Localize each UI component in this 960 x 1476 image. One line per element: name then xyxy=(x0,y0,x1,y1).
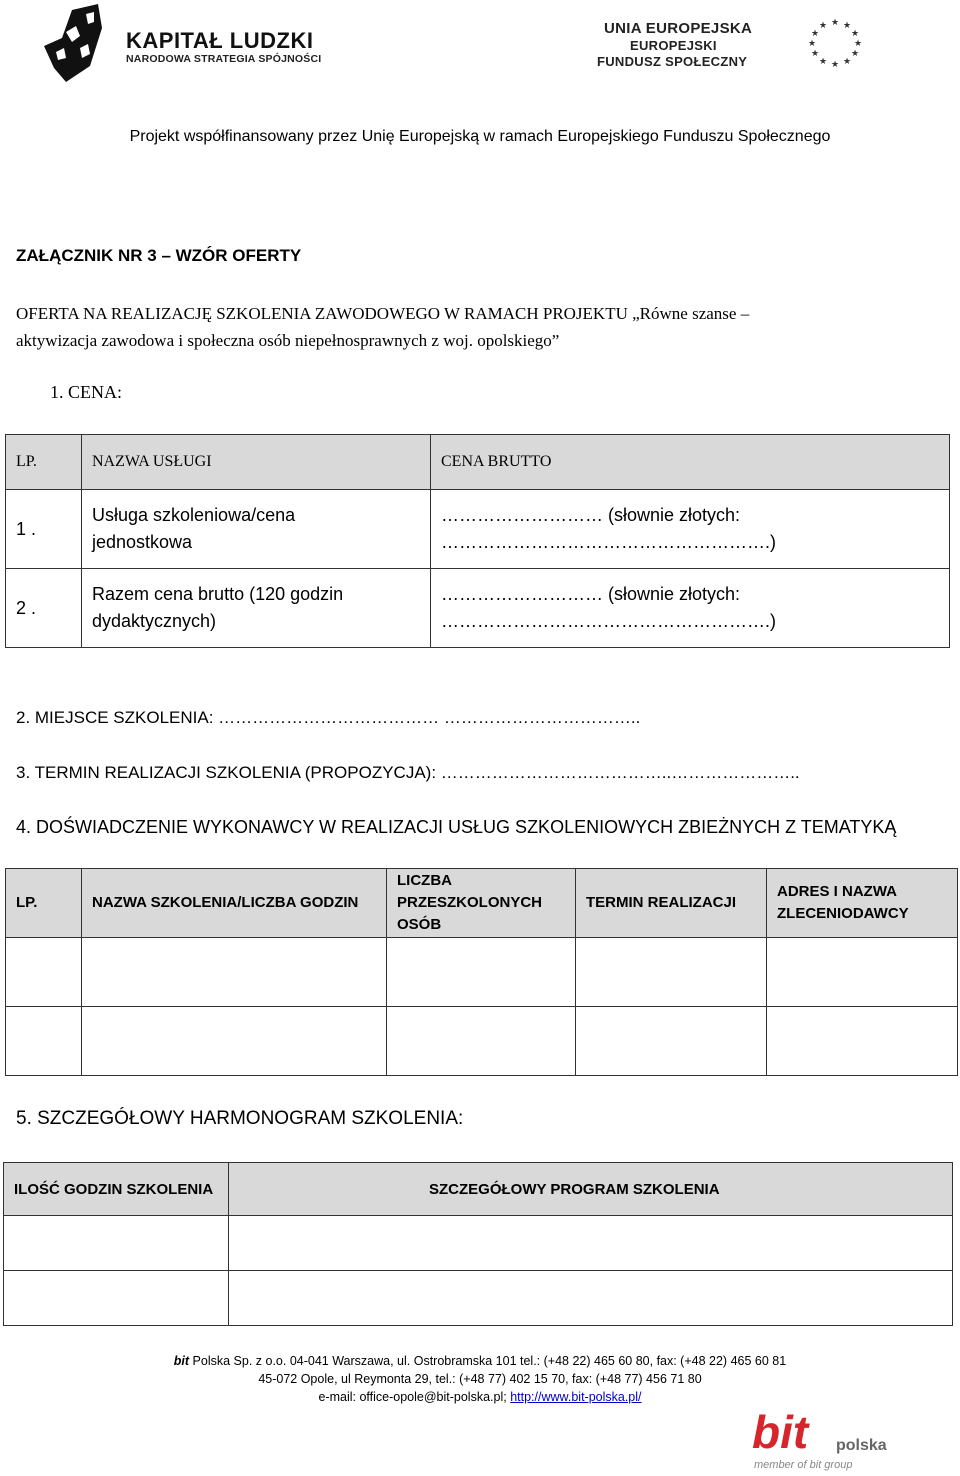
trained-count-line3: OSÓB xyxy=(397,916,442,933)
price-words-line: ……………………………………………….) xyxy=(441,611,776,631)
svg-text:★: ★ xyxy=(830,18,840,28)
footer-contact-line xyxy=(0,1390,960,1404)
empty-cell[interactable] xyxy=(4,1216,229,1271)
empty-cell[interactable] xyxy=(387,1007,576,1076)
footer-address-line2: 45-072 Opole, ul Reymonta 29, tel.: (+48 77) 402 15 70, fax: (+48 77) 456 71 80 xyxy=(258,1372,702,1386)
service-name-line2: jednostkowa xyxy=(92,532,193,552)
section-price-heading: 1. CENA: xyxy=(50,382,122,402)
empty-cell[interactable] xyxy=(767,938,958,1007)
table-row xyxy=(6,1007,958,1076)
svg-text:★: ★ xyxy=(818,21,828,31)
empty-cell[interactable] xyxy=(6,938,82,1007)
price-amount-line: ……………………… (słownie złotych: xyxy=(441,584,741,604)
svg-text:★: ★ xyxy=(842,57,852,67)
empty-cell[interactable] xyxy=(576,1007,767,1076)
footer-website-link[interactable]: http://www.bit-polska.pl/ xyxy=(510,1390,642,1404)
kapital-ludzki-subtitle: NARODOWA STRATEGIA SPÓJNOŚCI xyxy=(126,53,322,65)
bit-polska-logo xyxy=(752,1408,912,1472)
empty-cell[interactable] xyxy=(387,938,576,1007)
svg-text:★: ★ xyxy=(850,29,860,39)
offer-title-line1: OFERTA NA REALIZACJĘ SZKOLENIA ZAWODOWEGO W RAMACH PROJEKTU „Równe szanse – xyxy=(16,304,750,323)
trained-count-line1: LICZBA xyxy=(397,872,452,889)
schedule-heading: 5. SZCZEGÓŁOWY HARMONOGRAM SZKOLENIA: xyxy=(16,1108,464,1129)
price-table-header xyxy=(6,435,950,490)
table-row xyxy=(4,1216,953,1271)
experience-table xyxy=(5,868,958,1076)
table-row xyxy=(4,1271,953,1326)
col-gross-price: CENA BRUTTO xyxy=(431,435,950,490)
training-term-field[interactable]: 3. TERMIN REALIZACJI SZKOLENIA (PROPOZYCJA): …………………………………..………………….. xyxy=(16,763,800,782)
empty-cell[interactable] xyxy=(82,938,387,1007)
table-row xyxy=(6,569,950,648)
table-row xyxy=(6,938,958,1007)
offer-title-line2: aktywizacja zawodowa i społeczna osób niepełnosprawnych z woj. opolskiego” xyxy=(16,331,560,350)
eu-flag-stars-icon xyxy=(800,14,870,70)
empty-cell[interactable] xyxy=(6,1007,82,1076)
row-price-field[interactable] xyxy=(431,490,950,569)
row-price-field[interactable] xyxy=(431,569,950,648)
col-trained-count xyxy=(387,869,576,938)
eu-fund-line1: EUROPEJSKI xyxy=(630,38,717,53)
footer-address-line1 xyxy=(0,1354,960,1368)
svg-text:★: ★ xyxy=(853,39,863,49)
client-line2: ZLECENIODAWCY xyxy=(777,905,909,922)
price-amount-line: ……………………… (słownie złotych: xyxy=(441,505,741,525)
bit-logo-tagline: member of bit group xyxy=(754,1459,853,1471)
table-row xyxy=(6,490,950,569)
experience-heading: 4. DOŚWIADCZENIE WYKONAWCY W REALIZACJI USŁUG SZKOLENIOWYCH ZBIEŻNYCH Z TEMATYKĄ xyxy=(16,817,897,837)
empty-cell[interactable] xyxy=(767,1007,958,1076)
svg-text:★: ★ xyxy=(818,57,828,67)
row-service-name xyxy=(82,569,431,648)
row-lp: 2 . xyxy=(6,569,82,648)
svg-text:★: ★ xyxy=(807,39,817,49)
col-training-hours: ILOŚĆ GODZIN SZKOLENIA xyxy=(4,1163,229,1216)
col-lp: LP. xyxy=(6,869,82,938)
row-lp: 1 . xyxy=(6,490,82,569)
col-detailed-program: SZCZEGÓŁOWY PROGRAM SZKOLENIA xyxy=(229,1163,953,1216)
trained-count-line2: PRZESZKOLONYCH xyxy=(397,894,543,911)
price-words-line: ……………………………………………….) xyxy=(441,532,776,552)
footer-email: e-mail: office-opole@bit-polska.pl; xyxy=(318,1390,507,1404)
schedule-table xyxy=(3,1162,953,1326)
price-table xyxy=(5,434,950,648)
eu-title: UNIA EUROPEJSKA xyxy=(604,20,753,37)
document-heading: ZAŁĄCZNIK NR 3 – WZÓR OFERTY xyxy=(16,246,302,265)
experience-table-header xyxy=(6,869,958,938)
service-name-line2: dydaktycznych) xyxy=(92,611,217,631)
empty-cell[interactable] xyxy=(576,938,767,1007)
schedule-table-header xyxy=(4,1163,953,1216)
svg-text:★: ★ xyxy=(850,49,860,59)
col-term: TERMIN REALIZACJI xyxy=(576,869,767,938)
training-location-field[interactable]: 2. MIEJSCE SZKOLENIA: ………………………………… …………………………….. xyxy=(16,708,641,727)
offer-title xyxy=(16,300,916,354)
footer-address-text: Polska Sp. z o.o. 04-041 Warszawa, ul. Ostrobramska 101 tel.: (+48 22) 465 60 80, fax: (+48 22) 465 60 81 xyxy=(189,1354,787,1368)
svg-text:★: ★ xyxy=(810,49,820,59)
empty-cell[interactable] xyxy=(82,1007,387,1076)
svg-text:★: ★ xyxy=(810,29,820,39)
col-lp: LP. xyxy=(6,435,82,490)
service-name-line1: Usługa szkoleniowa/cena xyxy=(92,505,296,525)
empty-cell[interactable] xyxy=(4,1271,229,1326)
project-cofinancing-note: Projekt współfinansowany przez Unię Europejską w ramach Europejskiego Funduszu Społecznego xyxy=(129,128,831,145)
svg-text:★: ★ xyxy=(842,21,852,31)
col-service-name: NAZWA USŁUGI xyxy=(82,435,431,490)
service-name-line1: Razem cena brutto (120 godzin xyxy=(92,584,344,604)
row-service-name xyxy=(82,490,431,569)
col-training-name-hours: NAZWA SZKOLENIA/LICZBA GODZIN xyxy=(82,869,387,938)
empty-cell[interactable] xyxy=(229,1271,953,1326)
eu-fund-line2: FUNDUSZ SPOŁECZNY xyxy=(597,54,748,69)
kapital-ludzki-title: KAPITAŁ LUDZKI xyxy=(126,28,314,53)
bit-logo-polska: polska xyxy=(836,1437,887,1454)
client-line1: ADRES I NAZWA xyxy=(777,883,897,900)
col-client xyxy=(767,869,958,938)
bit-logo-main: bit xyxy=(752,1408,809,1458)
svg-text:★: ★ xyxy=(830,60,840,70)
empty-cell[interactable] xyxy=(229,1216,953,1271)
footer-company-bold: bit xyxy=(173,1354,190,1368)
